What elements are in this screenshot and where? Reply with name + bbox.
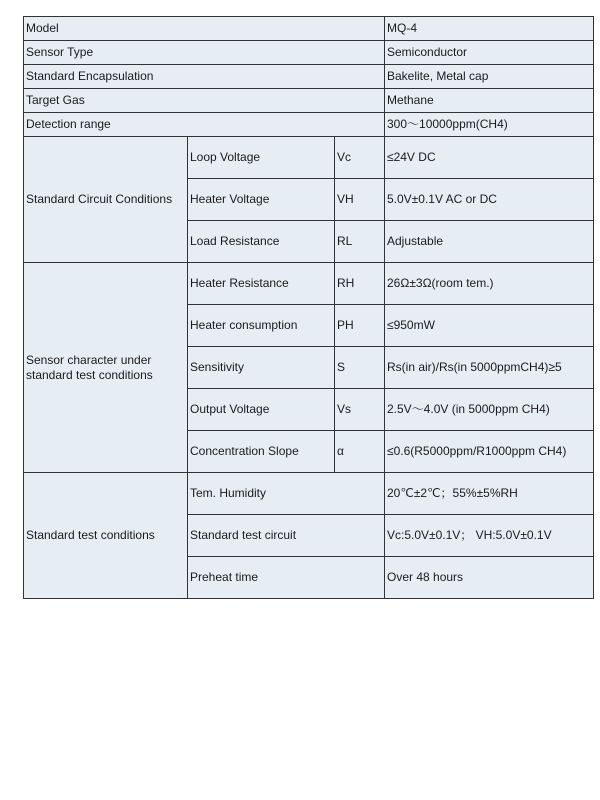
spec-value: 300～10000ppm(CH4) [385,113,594,137]
param-name: Output Voltage [188,389,335,431]
param-value: Rs(in air)/Rs(in 5000ppmCH4)≥5 [385,347,594,389]
param-name: Heater consumption [188,305,335,347]
param-symbol: Vs [335,389,385,431]
spec-row-encapsulation [24,65,594,89]
param-name: Tem. Humidity [188,473,385,515]
param-symbol: RH [335,263,385,305]
param-name: Loop Voltage [188,137,335,179]
param-symbol: S [335,347,385,389]
param-value: ≤950mW [385,305,594,347]
spec-label: Target Gas [24,89,385,113]
param-symbol: α [335,431,385,473]
spec-row-target-gas [24,89,594,113]
param-name: Preheat time [188,557,385,599]
param-value: ≤0.6(R5000ppm/R1000ppm CH4) [385,431,594,473]
test-row [24,473,594,515]
param-value: 26Ω±3Ω(room tem.) [385,263,594,305]
param-value: Adjustable [385,221,594,263]
param-symbol: VH [335,179,385,221]
param-name: Load Resistance [188,221,335,263]
spec-row-model [24,17,594,41]
param-symbol: RL [335,221,385,263]
param-value: 20℃±2℃；55%±5%RH [385,473,594,515]
spec-label: Model [24,17,385,41]
param-value: 2.5V～4.0V (in 5000ppm CH4) [385,389,594,431]
character-row [24,263,594,305]
group-label-test: Standard test conditions [24,473,188,599]
circuit-row [24,137,594,179]
spec-value: Methane [385,89,594,113]
spec-value: Bakelite, Metal cap [385,65,594,89]
param-symbol: Vc [335,137,385,179]
sensor-spec-table [23,16,594,599]
param-name: Sensitivity [188,347,335,389]
param-value: Over 48 hours [385,557,594,599]
param-name: Heater Voltage [188,179,335,221]
spec-label: Detection range [24,113,385,137]
group-label-character: Sensor character under standard test conditions [24,263,188,473]
param-value: 5.0V±0.1V AC or DC [385,179,594,221]
spec-label: Sensor Type [24,41,385,65]
param-name: Heater Resistance [188,263,335,305]
param-symbol: PH [335,305,385,347]
spec-label: Standard Encapsulation [24,65,385,89]
param-name: Concentration Slope [188,431,335,473]
group-label-circuit: Standard Circuit Conditions [24,137,188,263]
spec-row-detection-range [24,113,594,137]
param-name: Standard test circuit [188,515,385,557]
spec-value: Semiconductor [385,41,594,65]
param-value: Vc:5.0V±0.1V； VH:5.0V±0.1V [385,515,594,557]
param-value: ≤24V DC [385,137,594,179]
spec-row-sensor-type [24,41,594,65]
spec-value: MQ-4 [385,17,594,41]
